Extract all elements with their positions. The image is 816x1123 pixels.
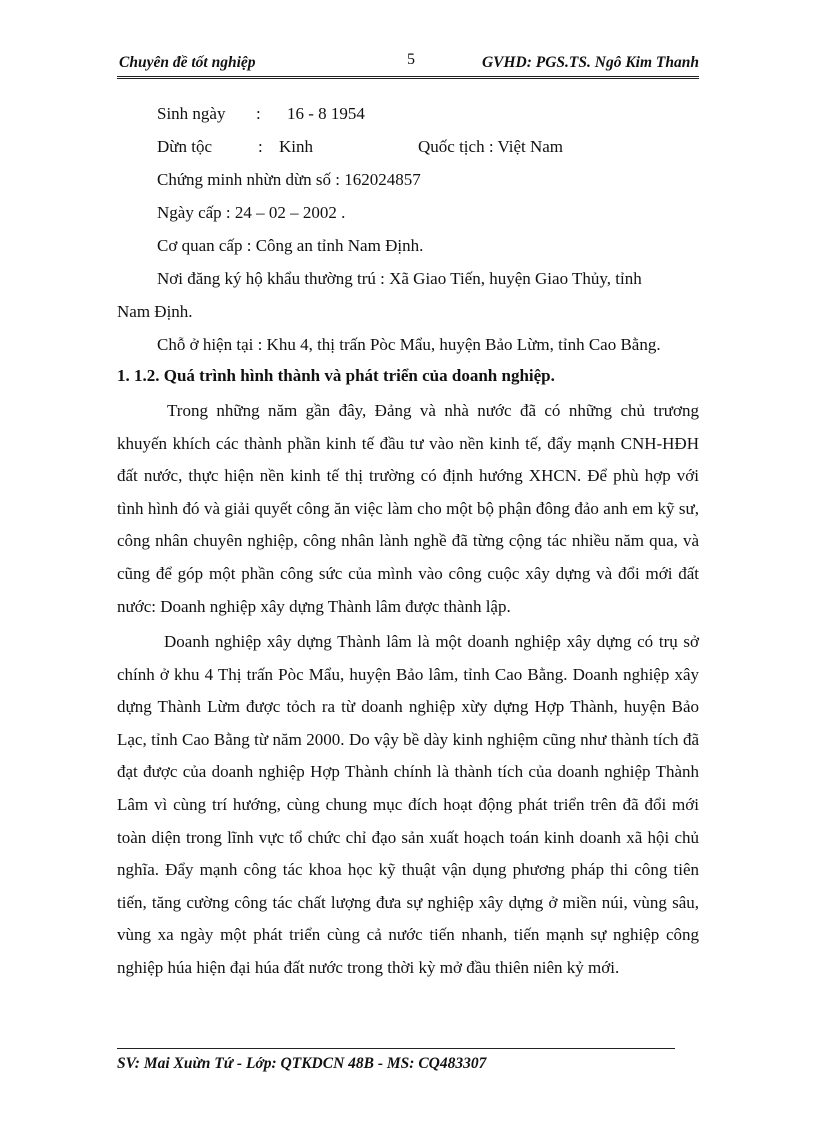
- residence-line-1: Nơi đăng ký hộ khẩu thường trú : Xã Giao Tiến, huyện Giao Thủy, tỉnh: [157, 269, 642, 288]
- header-advisor: GVHD: PGS.TS. Ngô Kim Thanh: [481, 54, 699, 71]
- nationality: Quốc tịch : Việt Nam: [418, 137, 564, 156]
- footer-divider: [117, 1048, 675, 1049]
- ethnic-value: Kinh: [279, 137, 313, 156]
- header-document-type: Chuyên đề tốt nghiệp: [119, 54, 256, 71]
- body-paragraph-2: Doanh nghiệp xây dựng Thành lâm là một doanh nghiệp xây dựng có trụ sở chính ở khu 4 Thị trấn Pòc Mẩu, huyện Bảo lâm, tỉnh Cao Bằng. Doanh nghiệp xây dựng Thành Lừm được tỏch ra từ doanh nghiệp xừy dựng Hợp Thành, huyện Bảo Lạc, tỉnh Cao Bằng từ năm 2000. Do vậy bề dày kinh nghiệm cũng như thành tích đã đạt được của doanh nghiệp Hợp Thành chính là thành tích của doanh nghiệp Thành Lâm vì cùng trí hướng, cùng chung mục đích hoạt động phát triển trên đã đổi mới toàn diện trong lĩnh vực tổ chức chỉ đạo sản xuất hoạch toán kinh doanh xã hội chủ nghĩa. Đẩy mạnh công tác khoa học kỹ thuật vận dụng phương pháp thi công tiên tiến, tăng cường công tác chất lượng đưa sự nghiệp xây dựng ở miền núi, vùng sâu, vùng xa ngày một phát triển cùng cả nước tiến nhanh, tiến mạnh sự nghiệp công nghiệp húa hiện đại húa đất nước trong thời kỳ mở đầu thiên niên kỷ mới.: [117, 632, 699, 977]
- header-page-number: 5: [407, 51, 415, 68]
- ethnic-separator: :: [258, 137, 263, 156]
- section-heading: 1. 1.2. Quá trình hình thành và phát triển của doanh nghiệp.: [117, 366, 555, 385]
- dob-label: Sinh ngày: [157, 104, 226, 123]
- body-paragraph-1: Trong những năm gần đây, Đảng và nhà nước đã có những chủ trương khuyến khích các thành phần kinh tế đầu tư vào nền kinh tế, đẩy mạnh CNH-HĐH đất nước, thực hiện nền kinh tế thị trường có định hướng XHCN. Để phù hợp với tình hình đó và giải quyết công ăn việc làm cho một bộ phận đông đảo anh em kỹ sư, công nhân chuyên nghiệp, công nhân lành nghề đã từng cộng tác nhiều năm qua, và cũng để góp một phần công sức của mình vào công cuộc xây dựng và đổi mới đất nước: Doanh nghiệp xây dựng Thành lâm được thành lập.: [117, 401, 699, 616]
- residence-line-2: Nam Định.: [117, 302, 193, 321]
- dob-separator: :: [256, 104, 261, 123]
- current-address: Chỗ ở hiện tại : Khu 4, thị trấn Pòc Mẩu, huyện Bảo Lừm, tỉnh Cao Bằng.: [157, 335, 661, 354]
- issue-date: Ngày cấp : 24 – 02 – 2002 .: [157, 203, 346, 222]
- header-divider: [117, 76, 699, 79]
- page-footer: SV: Mai Xuừn Tứ - Lớp: QTKDCN 48B - MS: CQ483307: [117, 1055, 487, 1072]
- page-header: [117, 50, 699, 76]
- id-number: Chứng minh nhừn dừn số : 162024857: [157, 170, 421, 189]
- ethnic-label: Dừn tộc: [157, 137, 213, 156]
- issuer: Cơ quan cấp : Công an tỉnh Nam Định.: [157, 236, 424, 255]
- dob-value: 16 - 8 1954: [287, 104, 365, 123]
